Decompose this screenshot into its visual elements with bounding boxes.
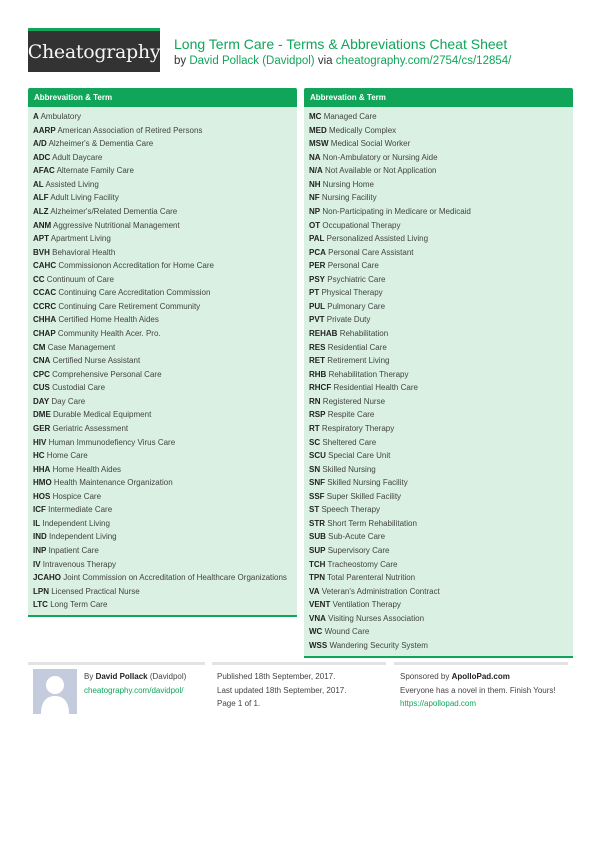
term: Non-Participating in Medicare or Medicaid (322, 206, 471, 216)
list-item (304, 232, 573, 246)
list-item (28, 571, 297, 585)
list-item (304, 422, 573, 436)
published-date: Published 18th September, 2017. (217, 672, 336, 681)
abbreviation: TCH (309, 559, 326, 569)
term: Registered Nurse (322, 396, 386, 406)
list-item (28, 598, 297, 612)
list-item (28, 558, 297, 572)
term: Continuing Care Accreditation Commission (58, 288, 211, 298)
list-item (28, 286, 297, 300)
abbreviation: NA (309, 152, 321, 162)
list-item (28, 395, 297, 409)
list-item (28, 354, 297, 368)
term: Apartment Living (50, 234, 111, 244)
abbreviation: VENT (309, 600, 331, 610)
list-item (28, 259, 297, 273)
list-item (304, 327, 573, 341)
logo-text: Cheatography (27, 40, 161, 63)
list-item (304, 436, 573, 450)
list-item (28, 530, 297, 544)
term: Geriatric Assessment (52, 423, 129, 433)
panel-heading: Abbrevation & Term (304, 88, 573, 107)
abbreviation: AL (33, 179, 44, 189)
author-link[interactable]: David Pollack (Davidpol) (189, 55, 315, 67)
list-item (304, 463, 573, 477)
abbreviation: RT (309, 423, 320, 433)
term: Supervisory Care (327, 546, 390, 555)
list-item (28, 436, 297, 450)
abbreviation: DAY (33, 396, 50, 406)
sheet-url-link[interactable]: cheatography.com/2754/cs/12854/ (335, 55, 512, 67)
abbreviation: ALF (33, 193, 49, 203)
abbreviation: AFAC (33, 166, 55, 176)
abbreviation: JCAHO (33, 573, 62, 583)
list-item (28, 273, 297, 287)
footer-divider (394, 662, 568, 665)
term: Home Care (46, 451, 88, 461)
list-item (28, 327, 297, 341)
list-item (28, 341, 297, 355)
abbreviation: CNA (33, 356, 51, 366)
abbreviation: DME (33, 410, 51, 420)
term: Respiratory Therapy (321, 423, 395, 433)
page-count: Page 1 of 1. (217, 699, 261, 708)
list-item (28, 585, 297, 599)
list-item (304, 612, 573, 626)
term: Special Care Unit (328, 451, 391, 461)
term: Licensed Practical Nurse (51, 586, 140, 596)
abbreviation: IND (33, 532, 47, 542)
abbreviation: MC (309, 112, 322, 121)
term: Not Available or Not Application (325, 166, 437, 176)
term: Sheltered Care (322, 437, 377, 447)
term: Continuing Care Retirement Community (58, 301, 201, 311)
term: Joint Commission on Accreditation of Healthcare Organizations (63, 573, 287, 583)
abbreviation: VNA (309, 613, 326, 623)
list-item (28, 110, 297, 124)
term: Alzheimer's & Dementia Care (48, 139, 154, 149)
byline (174, 54, 511, 69)
list-item (304, 341, 573, 355)
list-item (304, 354, 573, 368)
term: Certified Nurse Assistant (52, 356, 141, 366)
abbreviation: CPC (33, 369, 50, 379)
abbreviation: SC (309, 437, 321, 447)
abbreviation: HIV (33, 437, 47, 447)
list-item (28, 313, 297, 327)
term: Custodial Care (52, 383, 106, 393)
list-item (304, 585, 573, 599)
list-item (304, 639, 573, 653)
cheatography-logo[interactable] (28, 28, 160, 72)
term: Physical Therapy (321, 288, 383, 298)
list-item (28, 517, 297, 531)
term: Long Term Care (50, 600, 108, 610)
abbreviation: WC (309, 627, 323, 637)
term: Human Immunodefiency Virus Care (48, 437, 176, 447)
term: Health Maintenance Organization (53, 478, 173, 488)
abbreviation: NH (309, 179, 321, 189)
term: Residential Health Care (333, 383, 418, 393)
abbreviation: PCA (309, 247, 326, 257)
list-item (304, 124, 573, 138)
list-item (28, 124, 297, 138)
sponsor-name: ApolloPad.com (451, 672, 510, 681)
term: Certified Home Health Aides (58, 315, 159, 325)
list-item (304, 625, 573, 639)
list-item (304, 110, 573, 124)
term: Retirement Living (327, 356, 390, 366)
abbreviation: IV (33, 559, 41, 569)
list-item (304, 598, 573, 612)
abbreviation: SN (309, 464, 321, 474)
list-item (28, 490, 297, 504)
abbreviation: SUB (309, 532, 326, 542)
list-item (28, 463, 297, 477)
abbreviation: HOS (33, 491, 51, 501)
term: Total Parenteral Nutrition (327, 573, 416, 583)
author-handle: (Davidpol) (149, 672, 187, 681)
term: Nursing Home (322, 179, 374, 189)
list-item (28, 246, 297, 260)
term: Nursing Facility (321, 193, 377, 203)
term: Independent Living (49, 532, 117, 542)
abbreviation: CM (33, 342, 46, 352)
abbreviation: NF (309, 193, 320, 203)
abbreviation: REHAB (309, 329, 338, 338)
abbreviation: VA (309, 586, 320, 596)
term: Residential Care (327, 342, 387, 352)
footer-divider (212, 662, 386, 665)
sponsor-prefix: Sponsored by (400, 672, 450, 681)
person-silhouette-icon (33, 669, 77, 714)
term: Psychiatric Care (327, 274, 386, 284)
term: Adult Daycare (52, 152, 103, 162)
term: Managed Care (323, 112, 377, 121)
term: Skilled Nursing Facility (327, 478, 408, 488)
term: Commissionon Accreditation for Home Care (58, 261, 214, 271)
list-item (28, 151, 297, 165)
abbreviation: SSF (309, 491, 325, 501)
abbreviation: A (33, 112, 39, 121)
term: Personalized Assisted Living (326, 234, 429, 244)
list-item (304, 517, 573, 531)
abbreviation: MED (309, 125, 327, 135)
list-item (304, 449, 573, 463)
term: Alzheimer's/Related Dementia Care (50, 206, 178, 216)
abbreviation: A/D (33, 139, 47, 149)
panel-heading: Abbrevaition & Term (28, 88, 297, 107)
term: Personal Care (327, 261, 379, 271)
term: Wandering Security System (329, 640, 428, 650)
term: Occupational Therapy (322, 220, 401, 230)
list-item (304, 273, 573, 287)
abbreviation: ADC (33, 152, 51, 162)
list-item (304, 300, 573, 314)
abbreviation: SUP (309, 546, 326, 555)
abbreviation: ST (309, 505, 320, 515)
abbreviation: LTC (33, 600, 48, 610)
abbreviation: INP (33, 546, 47, 555)
term: Aggressive Nutritional Management (53, 220, 180, 230)
term: Intravenous Therapy (42, 559, 117, 569)
panel-body (304, 107, 573, 658)
abbreviation: APT (33, 234, 49, 244)
list-item (304, 408, 573, 422)
list-item (304, 178, 573, 192)
abbreviation: PT (309, 288, 320, 298)
list-item (28, 368, 297, 382)
list-item (28, 476, 297, 490)
list-item (304, 313, 573, 327)
abbreviation: RHB (309, 369, 327, 379)
abbreviation: SNF (309, 478, 325, 488)
list-item (304, 259, 573, 273)
list-item (304, 205, 573, 219)
term: Medical Social Worker (330, 139, 411, 149)
abbreviation: CAHC (33, 261, 57, 271)
list-item (28, 408, 297, 422)
list-item (304, 503, 573, 517)
by-label: By (84, 672, 94, 681)
list-item (304, 571, 573, 585)
abbreviation: CHHA (33, 315, 57, 325)
abbreviation: OT (309, 220, 321, 230)
abbreviation: HMO (33, 478, 52, 488)
abbreviation: N/A (309, 166, 323, 176)
term: Speech Therapy (321, 505, 381, 515)
term: Respite Care (327, 410, 375, 420)
list-item (28, 544, 297, 558)
abbreviation: ICF (33, 505, 46, 515)
term: Assisted Living (45, 179, 99, 189)
abbreviation: ANM (33, 220, 52, 230)
abbreviation: IL (33, 518, 41, 528)
abbreviation: BVH (33, 247, 50, 257)
list-item (28, 178, 297, 192)
term: Independent Living (42, 518, 110, 528)
abbreviation: CCRC (33, 301, 57, 311)
abbreviation: CUS (33, 383, 50, 393)
sponsor-link[interactable]: https://apollopad.com (400, 699, 477, 708)
term: Non-Ambulatory or Nursing Aide (322, 152, 438, 162)
term: Community Health Acer. Pro. (57, 329, 161, 338)
term: Adult Living Facility (50, 193, 119, 203)
abbreviation: STR (309, 518, 325, 528)
by-prefix: by (174, 55, 187, 67)
term: Sub-Acute Care (328, 532, 386, 542)
author-name: David Pollack (95, 672, 148, 681)
list-item (28, 422, 297, 436)
list-item (304, 151, 573, 165)
term: Veteran's Administration Contract (321, 586, 440, 596)
footer-meta (217, 670, 346, 711)
abbreviation: MSW (309, 139, 329, 149)
list-item (304, 246, 573, 260)
term: American Association of Retired Persons (57, 125, 203, 135)
list-item (28, 449, 297, 463)
abbreviation: LPN (33, 586, 49, 596)
list-item (28, 205, 297, 219)
author-avatar[interactable] (33, 669, 77, 714)
term: Rehabilitation (339, 329, 389, 338)
term: Intermediate Care (48, 505, 113, 515)
list-item (304, 191, 573, 205)
term: Private Duty (326, 315, 371, 325)
list-item (28, 232, 297, 246)
term: Day Care (51, 396, 86, 406)
term: Ventilation Therapy (332, 600, 401, 610)
abbreviation: PAL (309, 234, 325, 244)
term: Medically Complex (329, 125, 397, 135)
abbreviation: WSS (309, 640, 328, 650)
sheet-title[interactable]: Long Term Care - Terms & Abbreviations Cheat Sheet (174, 36, 508, 52)
list-item (28, 503, 297, 517)
list-item (304, 368, 573, 382)
list-item (304, 219, 573, 233)
abbreviation-panel-left (28, 88, 297, 617)
abbreviation: CCAC (33, 288, 57, 298)
abbreviation: RES (309, 342, 326, 352)
abbreviation: HHA (33, 464, 51, 474)
term: Alternate Family Care (56, 166, 134, 176)
list-item (304, 558, 573, 572)
abbreviation: HC (33, 451, 45, 461)
term: Hospice Care (52, 491, 102, 501)
abbreviation: TPN (309, 573, 325, 583)
term: Visiting Nurses Association (328, 613, 425, 623)
abbreviation: RHCF (309, 383, 332, 393)
author-profile-link[interactable]: cheatography.com/davidpol/ (84, 685, 184, 695)
term: Tracheostomy Care (327, 559, 398, 569)
abbreviation: RET (309, 356, 325, 366)
list-item (28, 137, 297, 151)
abbreviation: PUL (309, 301, 325, 311)
list-item (28, 300, 297, 314)
abbreviation: RN (309, 396, 321, 406)
sheet-header (174, 36, 511, 69)
term: Durable Medical Equipment (53, 410, 152, 420)
updated-date: Last updated 18th September, 2017. (217, 685, 347, 695)
list-item (304, 395, 573, 409)
list-item (304, 381, 573, 395)
footer-divider (28, 662, 205, 665)
panel-body (28, 107, 297, 617)
list-item (304, 286, 573, 300)
term: Inpatient Care (48, 546, 99, 555)
term: Behavioral Health (52, 247, 116, 257)
abbreviation: AARP (33, 125, 56, 135)
term: Ambulatory (40, 112, 82, 121)
list-item (304, 137, 573, 151)
term: Pulmonary Care (327, 301, 386, 311)
footer-author (84, 670, 186, 697)
via-text: via (317, 55, 333, 67)
abbreviation: ALZ (33, 206, 49, 216)
term: Skilled Nursing (322, 464, 376, 474)
term: Home Health Aides (52, 464, 122, 474)
list-item (28, 191, 297, 205)
term: Rehabilitation Therapy (328, 369, 409, 379)
abbreviation: CHAP (33, 329, 56, 338)
abbreviation-panel-right (304, 88, 573, 658)
list-item (304, 476, 573, 490)
abbreviation: GER (33, 423, 51, 433)
term: Case Management (47, 342, 116, 352)
abbreviation: NP (309, 206, 321, 216)
term: Wound Care (324, 627, 370, 637)
abbreviation: RSP (309, 410, 326, 420)
sponsor-tagline: Everyone has a novel in them. Finish Yours! (400, 685, 556, 695)
term: Super Skilled Facility (326, 491, 402, 501)
term: Personal Care Assistant (328, 247, 414, 257)
list-item (304, 530, 573, 544)
abbreviation: PVT (309, 315, 325, 325)
term: Continuum of Care (46, 274, 114, 284)
abbreviation: PSY (309, 274, 326, 284)
term: Short Term Rehabilitation (327, 518, 417, 528)
term: Comprehensive Personal Care (52, 369, 162, 379)
abbreviation: SCU (309, 451, 326, 461)
list-item (28, 164, 297, 178)
list-item (304, 164, 573, 178)
footer-sponsor (400, 670, 556, 711)
list-item (28, 219, 297, 233)
list-item (28, 381, 297, 395)
abbreviation: PER (309, 261, 326, 271)
abbreviation: CC (33, 274, 45, 284)
list-item (304, 544, 573, 558)
list-item (304, 490, 573, 504)
